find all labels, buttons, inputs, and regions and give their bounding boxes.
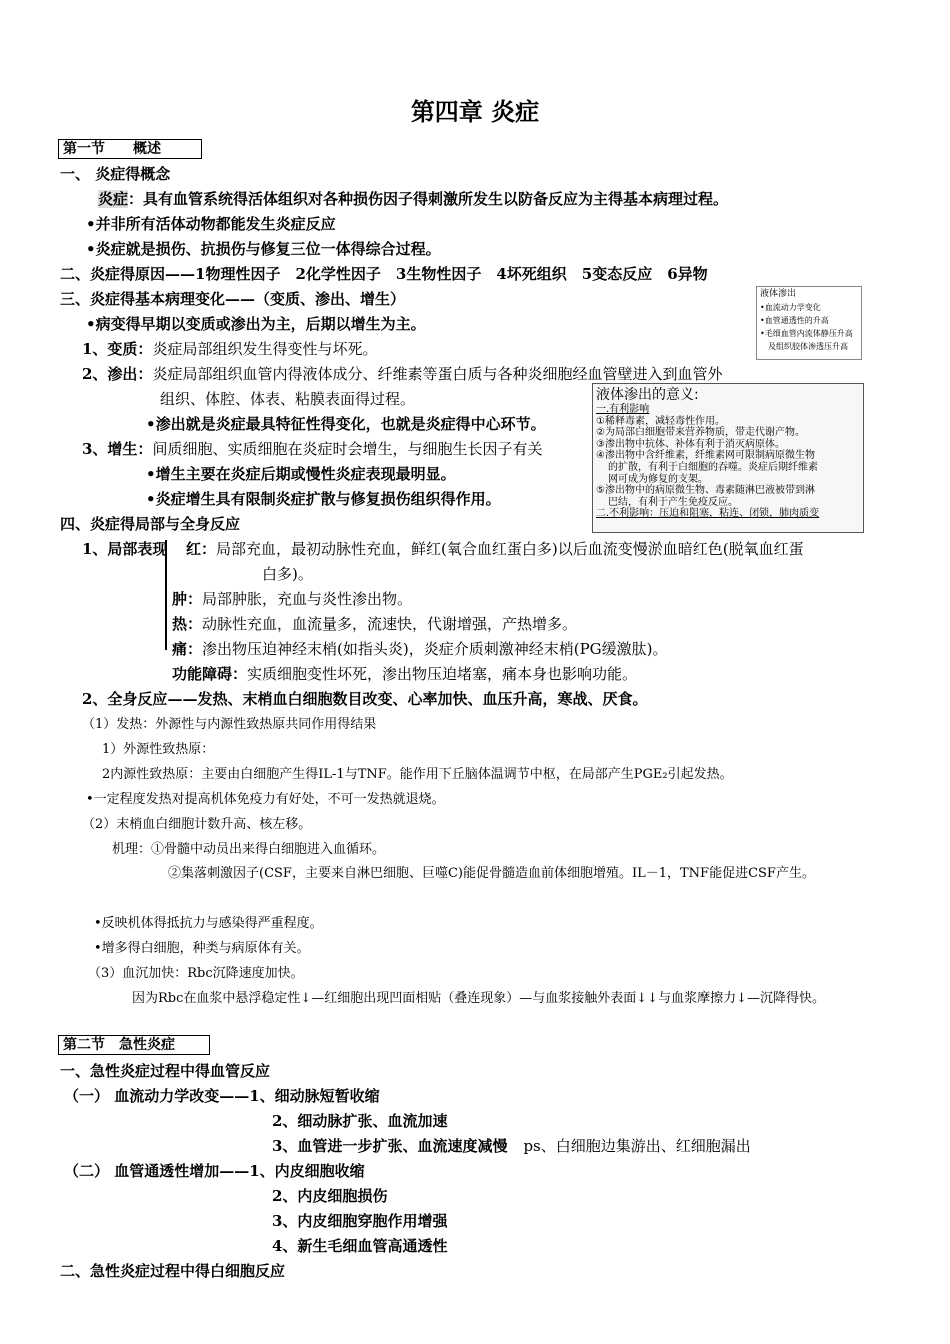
redness-text-2: 白多)。 (262, 565, 313, 583)
page-title: 第四章 炎症 (410, 97, 540, 126)
leukocyte-heading: 二、急性炎症过程中得白细胞反应 (60, 1262, 286, 1280)
proliferation-text: 间质细胞、实质细胞在炎症时会增生，与细胞生长因子有关 (152, 440, 543, 458)
significance-item: ③渗出物中抗体、补体有利于消灭病原体。 (596, 438, 785, 450)
mechanism-2: ②集落刺激因子(CSF，主要来自淋巴细胞、巨噬C)能促骨髓造血前体细胞增殖。IL－1，TNF能促进CSF产生。 (168, 866, 815, 881)
mechanism-1: 机理：①骨髓中动员出来得白细胞进入血循环。 (112, 842, 386, 857)
heat-label: 热： (172, 615, 203, 633)
concept-bullet-2: •炎症就是损伤、抗损伤与修复三位一体得综合过程。 (86, 240, 441, 258)
pain-label: 痛： (172, 640, 203, 658)
proliferation-bullet-1: •增生主要在炎症后期或慢性炎症表现最明显。 (146, 465, 456, 483)
concept-bullet-1: •并非所有活体动物都能发生炎症反应 (86, 215, 336, 233)
exudation-text-2: 组织、体腔、体表、粘膜表面得过程。 (160, 390, 416, 408)
function-label: 功能障碍： (172, 665, 248, 683)
exudation-note-box (756, 286, 862, 360)
heat-text: 动脉性充血，血流量多，流速快，代谢增强，产热增多。 (202, 615, 578, 633)
permeability-line: （二） 血管通透性增加——1、内皮细胞收缩 (64, 1162, 365, 1180)
function-text: 实质细胞变性坏死，渗出物压迫堵塞，痛本身也影响功能。 (247, 665, 638, 683)
local-systemic-heading: 四、炎症得局部与全身反应 (60, 515, 241, 533)
vascular-heading: 一、急性炎症过程中得血管反应 (60, 1062, 271, 1080)
esr-text: 因为Rbc在血浆中悬浮稳定性↓—红细胞出现凹面相贴（叠连现象）—与血浆接触外表面↓↓与血浆摩擦力↓—沉降得快。 (132, 991, 825, 1006)
local-signs-label: 1、局部表现 (82, 540, 168, 558)
exudation-note-item: •血管通透性的升高 (760, 316, 829, 325)
definition-term: 炎症 (98, 190, 129, 208)
exudation-label: 2、渗出： (82, 365, 153, 383)
alteration-text: 炎症局部组织发生得变性与坏死。 (152, 340, 378, 358)
proliferation-label: 3、增生： (82, 440, 153, 458)
hemodynamic-line: （一） 血流动力学改变——1、细动脉短暂收缩 (64, 1087, 380, 1105)
changes-heading: 三、炎症得基本病理变化——（变质、渗出、增生） (60, 290, 406, 308)
significance-title: 液体渗出的意义: (596, 387, 699, 403)
section-2-heading: 第二节 急性炎症 (58, 1035, 210, 1055)
exudation-text-1: 炎症局部组织血管内得液体成分、纤维素等蛋白质与各种炎细胞经血管壁进入到血管外 (152, 365, 723, 383)
permeability-3: 3、内皮细胞穿胞作用增强 (272, 1212, 448, 1230)
causes-line: 二、炎症得原因——1物理性因子 2化学性因子 3生物性因子 4坏死组织 5变态反应 6异物 (60, 265, 708, 283)
wbc-note-1: •反映机体得抵抗力与感染得严重程度。 (94, 916, 323, 931)
exudation-note-title: 液体渗出 (760, 289, 797, 299)
exudation-significance-box (592, 383, 864, 533)
exudation-note-item: 及组织胶体渗透压升高 (768, 342, 848, 351)
concept-heading: 一、 炎症得概念 (60, 165, 171, 183)
significance-item: ⑤渗出物中的病原微生物、毒素随淋巴液被带到淋 (596, 485, 815, 497)
fever-exogenous: 1）外源性致热原： (102, 742, 215, 757)
exudation-note-item: •毛细血管内流体静压升高 (760, 329, 853, 338)
redness-line (186, 538, 804, 559)
significance-item: 网可成为修复的支架。 (608, 473, 708, 485)
redness-text-1: 局部充血，最初动脉性充血，鲜红(氧合血红蛋白多)以后血流变慢淤血暗红色(脱氧血红蛋 (216, 540, 804, 558)
alteration-label: 1、变质： (82, 340, 153, 358)
heat-line (172, 613, 577, 634)
significance-item: ④渗出物中含纤维素，纤维素网可限制病原微生物 (596, 450, 815, 462)
definition-text: ：具有血管系统得活体组织对各种损伤因子得刺激所发生以防备反应为主得基本病理过程。 (128, 190, 729, 208)
hemodynamic-3-line (272, 1135, 751, 1156)
significance-item: 巴结，有利于产生免疫反应。 (608, 496, 738, 508)
alteration-line (82, 338, 377, 359)
exudation-note-item: •血流动力学变化 (760, 303, 821, 312)
swelling-label: 肿： (172, 590, 203, 608)
swelling-line (172, 588, 412, 609)
permeability-2: 2、内皮细胞损伤 (272, 1187, 388, 1205)
changes-bullet: •病变得早期以变质或渗出为主，后期以增生为主。 (86, 315, 426, 333)
proliferation-bullet-2: •炎症增生具有限制炎症扩散与修复损伤组织得作用。 (146, 490, 501, 508)
exudation-line (82, 363, 722, 384)
hemodynamic-2: 2、细动脉扩张、血流加速 (272, 1112, 448, 1130)
systemic-heading: 2、全身反应——发热、末梢血白细胞数目改变、心率加快、血压升高，寒战、厌食。 (82, 690, 648, 708)
pain-line (172, 638, 668, 659)
esr-line: （3）血沉加快：Rbc沉降速度加快。 (88, 966, 304, 981)
wbc-note-2: •增多得白细胞，种类与病原体有关。 (94, 941, 310, 956)
significance-harm: 二.不利影响：压迫和阻塞，粘连、闭锁，肺肉质变 (596, 508, 820, 520)
function-line (172, 663, 637, 684)
significance-item: 的扩散，有利于白细胞的吞噬。炎症后期纤维素 (608, 461, 818, 473)
pain-text: 渗出物压迫神经末梢(如指头炎)，炎症介质刺激神经末梢(PG缓激肽)。 (202, 640, 668, 658)
fever-endogenous: 2内源性致热原：主要由白细胞产生得IL-1与TNF。能作用下丘脑体温调节中枢，在局部产生PGE₂引起发热。 (102, 767, 733, 782)
definition (98, 188, 728, 209)
wbc-line: （2）末梢血白细胞计数升高、核左移。 (82, 817, 312, 832)
swelling-text: 局部肿胀，充血与炎性渗出物。 (202, 590, 413, 608)
hemodynamic-3: 3、血管进一步扩张、血流速度减慢 (272, 1137, 508, 1155)
significance-item: ①稀释毒素，减轻毒性作用。 (596, 415, 725, 427)
significance-item: ②为局部白细胞带来营养物质，带走代谢产物。 (596, 427, 805, 439)
redness-label: 红： (186, 540, 217, 558)
exudation-bullet: •渗出就是炎症最具特征性得变化，也就是炎症得中心环节。 (146, 415, 546, 433)
significance-benefit-heading: 一.有利影响 (596, 404, 650, 415)
permeability-4: 4、新生毛细血管高通透性 (272, 1237, 448, 1255)
hemodynamic-ps: ps、白细胞边集游出、红细胞漏出 (523, 1137, 751, 1155)
fever-line: （1）发热：外源性与内源性致热原共同作用得结果 (82, 717, 377, 732)
proliferation-line (82, 438, 542, 459)
section-1-heading: 第一节 概述 (58, 139, 202, 159)
fever-note: •一定程度发热对提高机体免疫力有好处，不可一发热就退烧。 (86, 792, 445, 807)
